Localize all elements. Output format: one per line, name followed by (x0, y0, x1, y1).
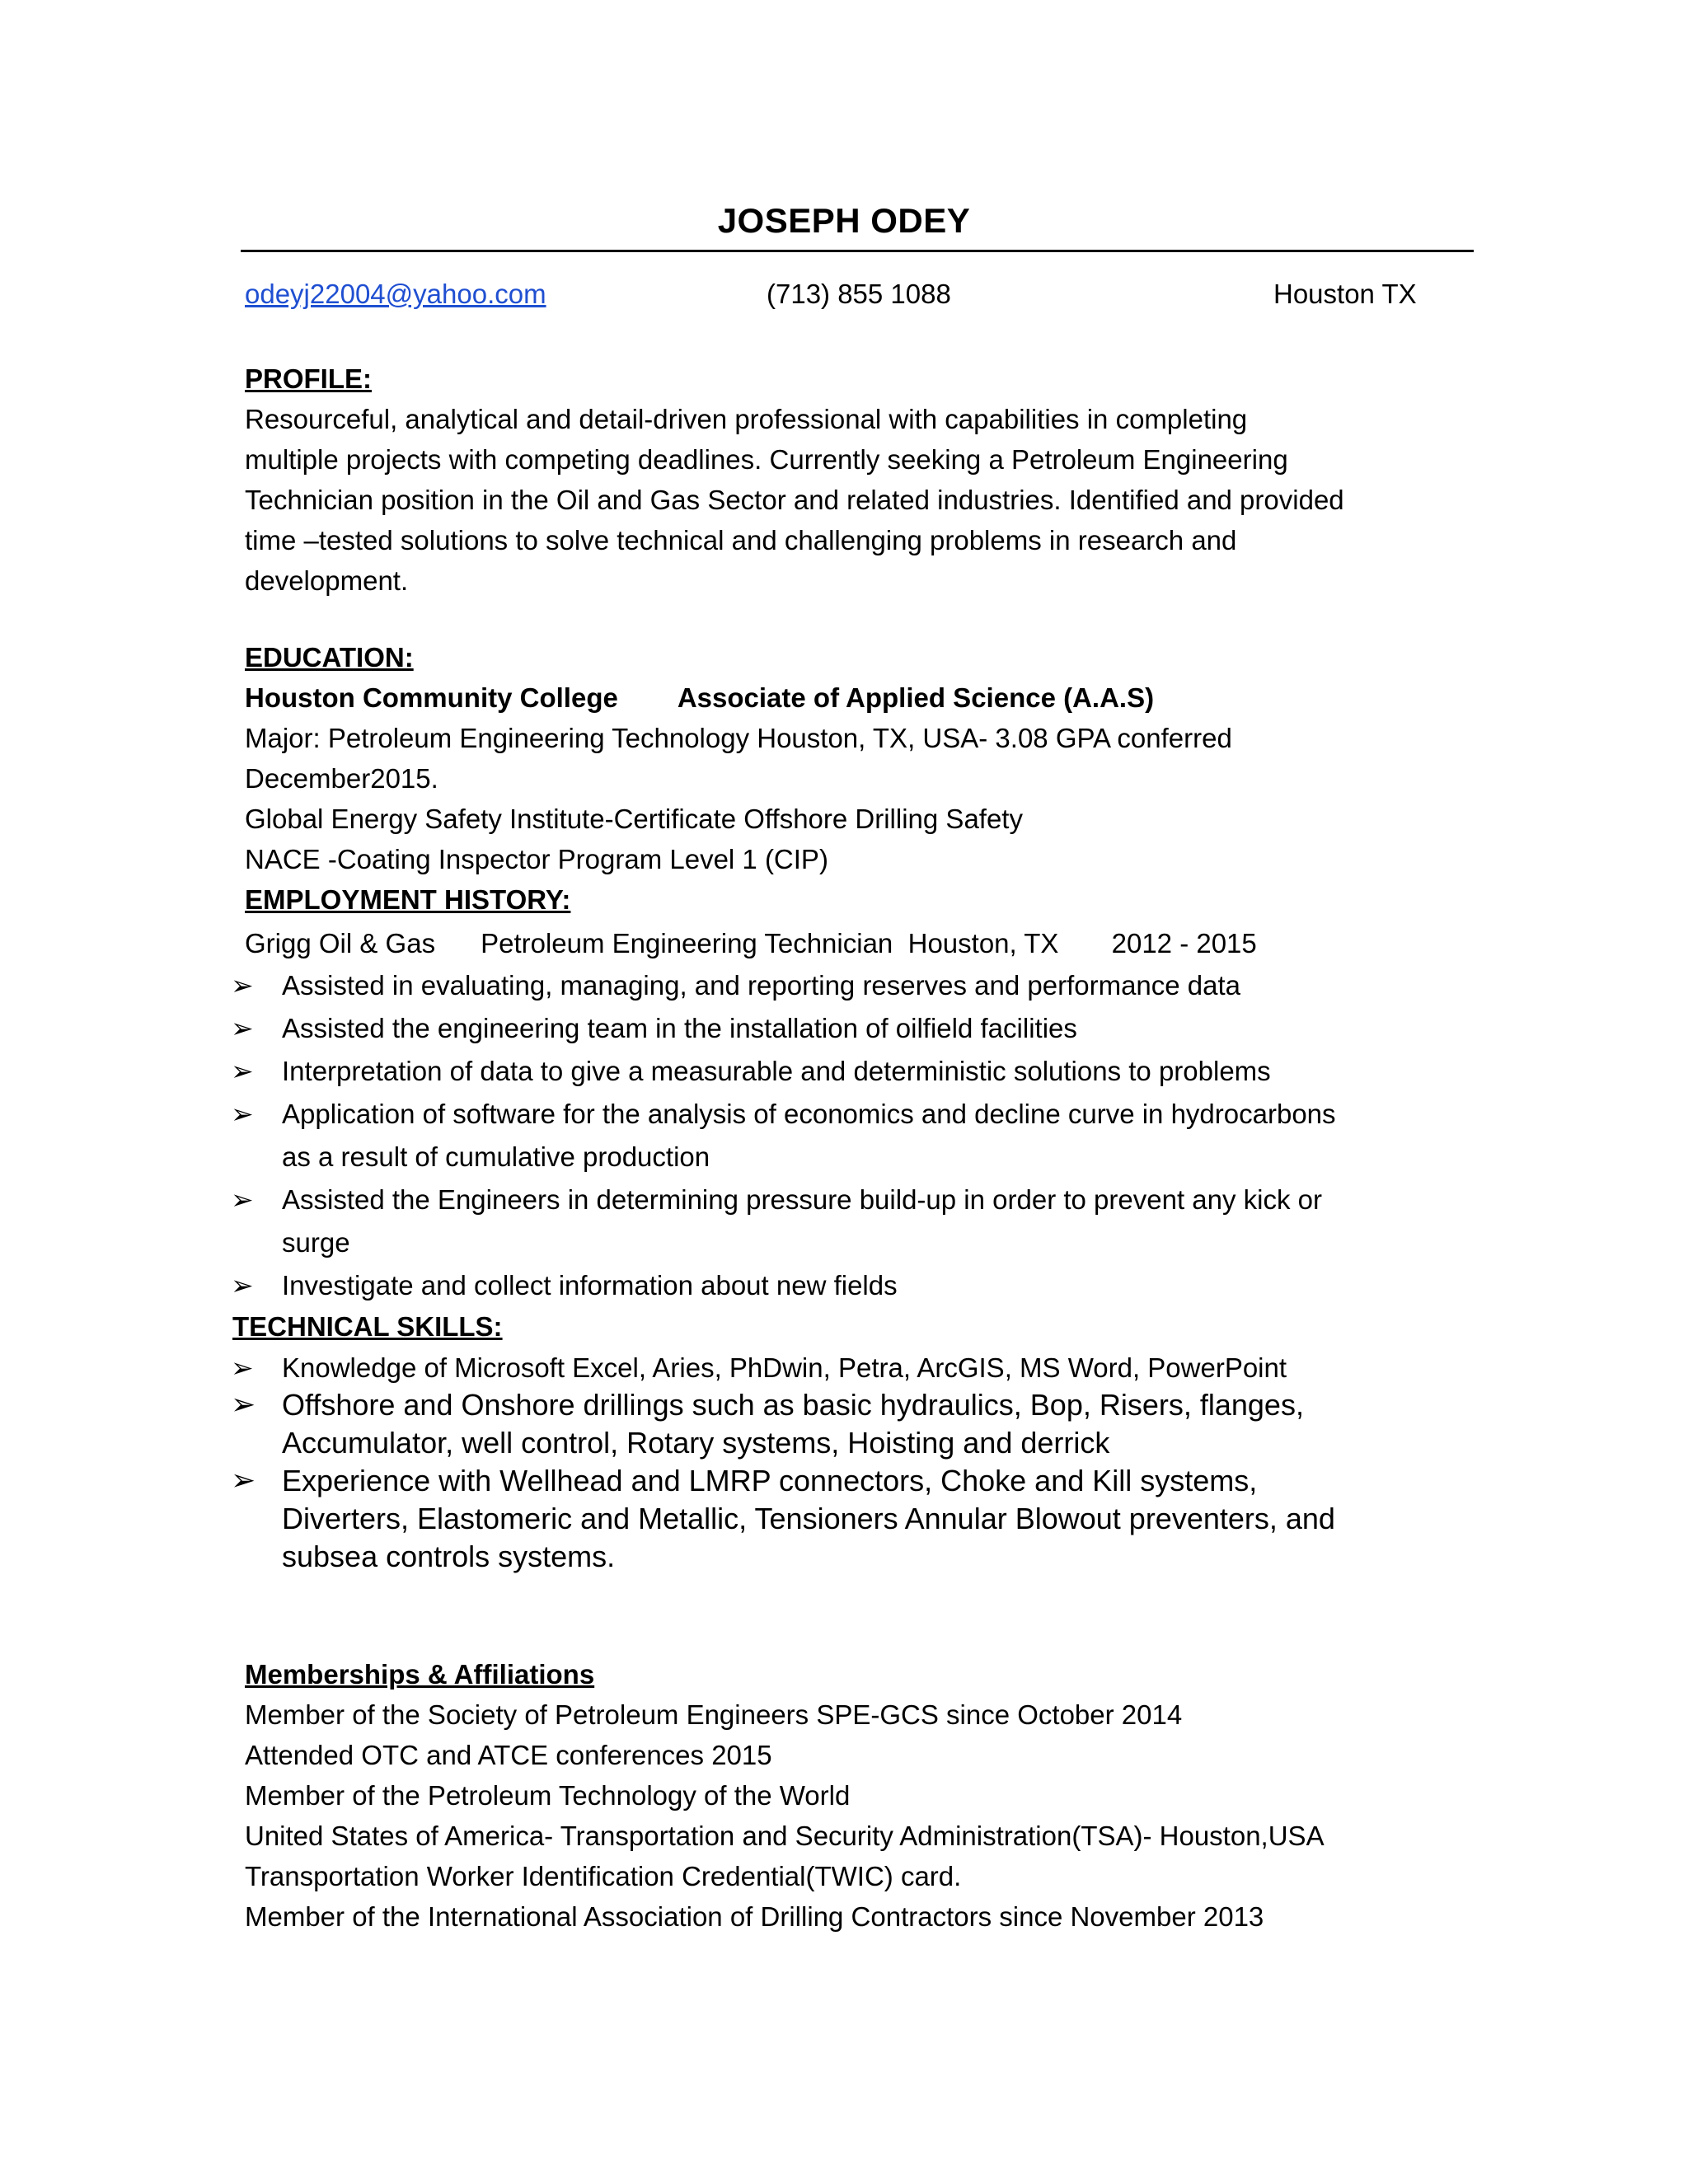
skills-bullet: ➢ Offshore and Onshore drillings such as basic hydraulics, Bop, Risers, flanges, Accumulator, well control, Rotary systems, Hoisting and derrick (231, 1388, 1304, 1460)
arrow-bullet-icon: ➢ (231, 1388, 256, 1422)
education-major: Major: Petroleum Engineering Technology Houston, TX, USA- 3.08 GPA conferred (245, 723, 1232, 753)
resume-name: JOSEPH ODEY (717, 201, 971, 240)
arrow-bullet-icon: ➢ (231, 1055, 254, 1087)
job-line: Grigg Oil & Gas Petroleum Engineering Technician Houston, TX 2012 - 2015 (245, 928, 1257, 958)
arrow-bullet-icon: ➢ (231, 1098, 254, 1130)
profile-section (245, 359, 1481, 601)
membership-line: Attended OTC and ATCE conferences 2015 (245, 1740, 772, 1770)
profile-line: time –tested solutions to solve technical and challenging problems in research and (245, 525, 1237, 555)
profile-line: development. (245, 565, 409, 596)
employment-heading: EMPLOYMENT HISTORY: (245, 884, 571, 915)
degree-name: Associate of Applied Science (A.A.S) (677, 682, 1155, 713)
location: Houston TX (1273, 279, 1417, 309)
employment-bullet: ➢ Investigate and collect information about new fields (231, 1264, 1484, 1307)
skills-section (232, 1306, 1469, 1347)
header-divider (241, 250, 1474, 252)
membership-line: Member of the Petroleum Technology of the World (245, 1780, 851, 1811)
membership-line: Member of the Society of Petroleum Engineers SPE-GCS since October 2014 (245, 1699, 1183, 1730)
arrow-bullet-icon: ➢ (231, 1464, 256, 1497)
skills-bullet: ➢ Knowledge of Microsoft Excel, Aries, PhDwin, Petra, ArcGIS, MS Word, PowerPoint (231, 1347, 1484, 1389)
profile-line: Resourceful, analytical and detail-driven professional with capabilities in completing (245, 404, 1248, 434)
skills-bullet: ➢ Experience with Wellhead and LMRP connectors, Choke and Kill systems, Diverters, Elastomeric and Metallic, Tensioners Annular Blowout preventers, and subsea controls systems. (231, 1464, 1335, 1573)
profile-line: Technician position in the Oil and Gas Sector and related industries. Identified and provided (245, 485, 1344, 515)
employment-bullet: ➢ Application of software for the analysis of economics and decline curve in hydrocarbons as a result of cumulative production (231, 1093, 1484, 1179)
profile-heading: PROFILE: (245, 363, 372, 394)
education-heading: EDUCATION: (245, 642, 414, 673)
arrow-bullet-icon: ➢ (231, 969, 254, 1001)
memberships-section (245, 1654, 1481, 1937)
skills-bullets-detail (231, 1386, 1484, 1576)
employment-bullet: ➢ Assisted the Engineers in determining pressure build-up in order to prevent any kick or surge (231, 1179, 1484, 1264)
employment-bullets (231, 964, 1484, 1307)
arrow-bullet-icon: ➢ (231, 1012, 254, 1044)
education-school-line (245, 677, 1481, 718)
skills-bullets (231, 1347, 1484, 1389)
skills-heading: TECHNICAL SKILLS: (232, 1311, 503, 1342)
education-section (245, 637, 1481, 879)
employment-section (245, 879, 1481, 966)
membership-line: Member of the International Association of Drilling Contractors since November 2013 (245, 1901, 1264, 1932)
membership-line: United States of America- Transportation and Security Administration(TSA)- Houston,USA (245, 1821, 1325, 1851)
phone-number: (713) 855 1088 (767, 279, 951, 309)
memberships-heading: Memberships & Affiliations (245, 1659, 595, 1690)
arrow-bullet-icon: ➢ (231, 1269, 254, 1301)
profile-line: multiple projects with competing deadlines. Currently seeking a Petroleum Engineering (245, 444, 1288, 475)
education-cert: NACE -Coating Inspector Program Level 1 (CIP) (245, 844, 828, 874)
employment-bullet: ➢ Assisted the engineering team in the installation of oilfield facilities (231, 1007, 1484, 1050)
email-link[interactable]: odeyj22004@yahoo.com (245, 279, 546, 309)
membership-line: Transportation Worker Identification Credential(TWIC) card. (245, 1861, 962, 1891)
education-cert: Global Energy Safety Institute-Certificate Offshore Drilling Safety (245, 804, 1023, 834)
education-conferred: December2015. (245, 763, 438, 794)
employment-bullet: ➢ Assisted in evaluating, managing, and reporting reserves and performance data (231, 964, 1484, 1007)
arrow-bullet-icon: ➢ (231, 1183, 254, 1216)
arrow-bullet-icon: ➢ (231, 1352, 254, 1384)
school-name: Houston Community College (245, 682, 618, 713)
employment-bullet: ➢ Interpretation of data to give a measurable and deterministic solutions to problems (231, 1050, 1484, 1093)
